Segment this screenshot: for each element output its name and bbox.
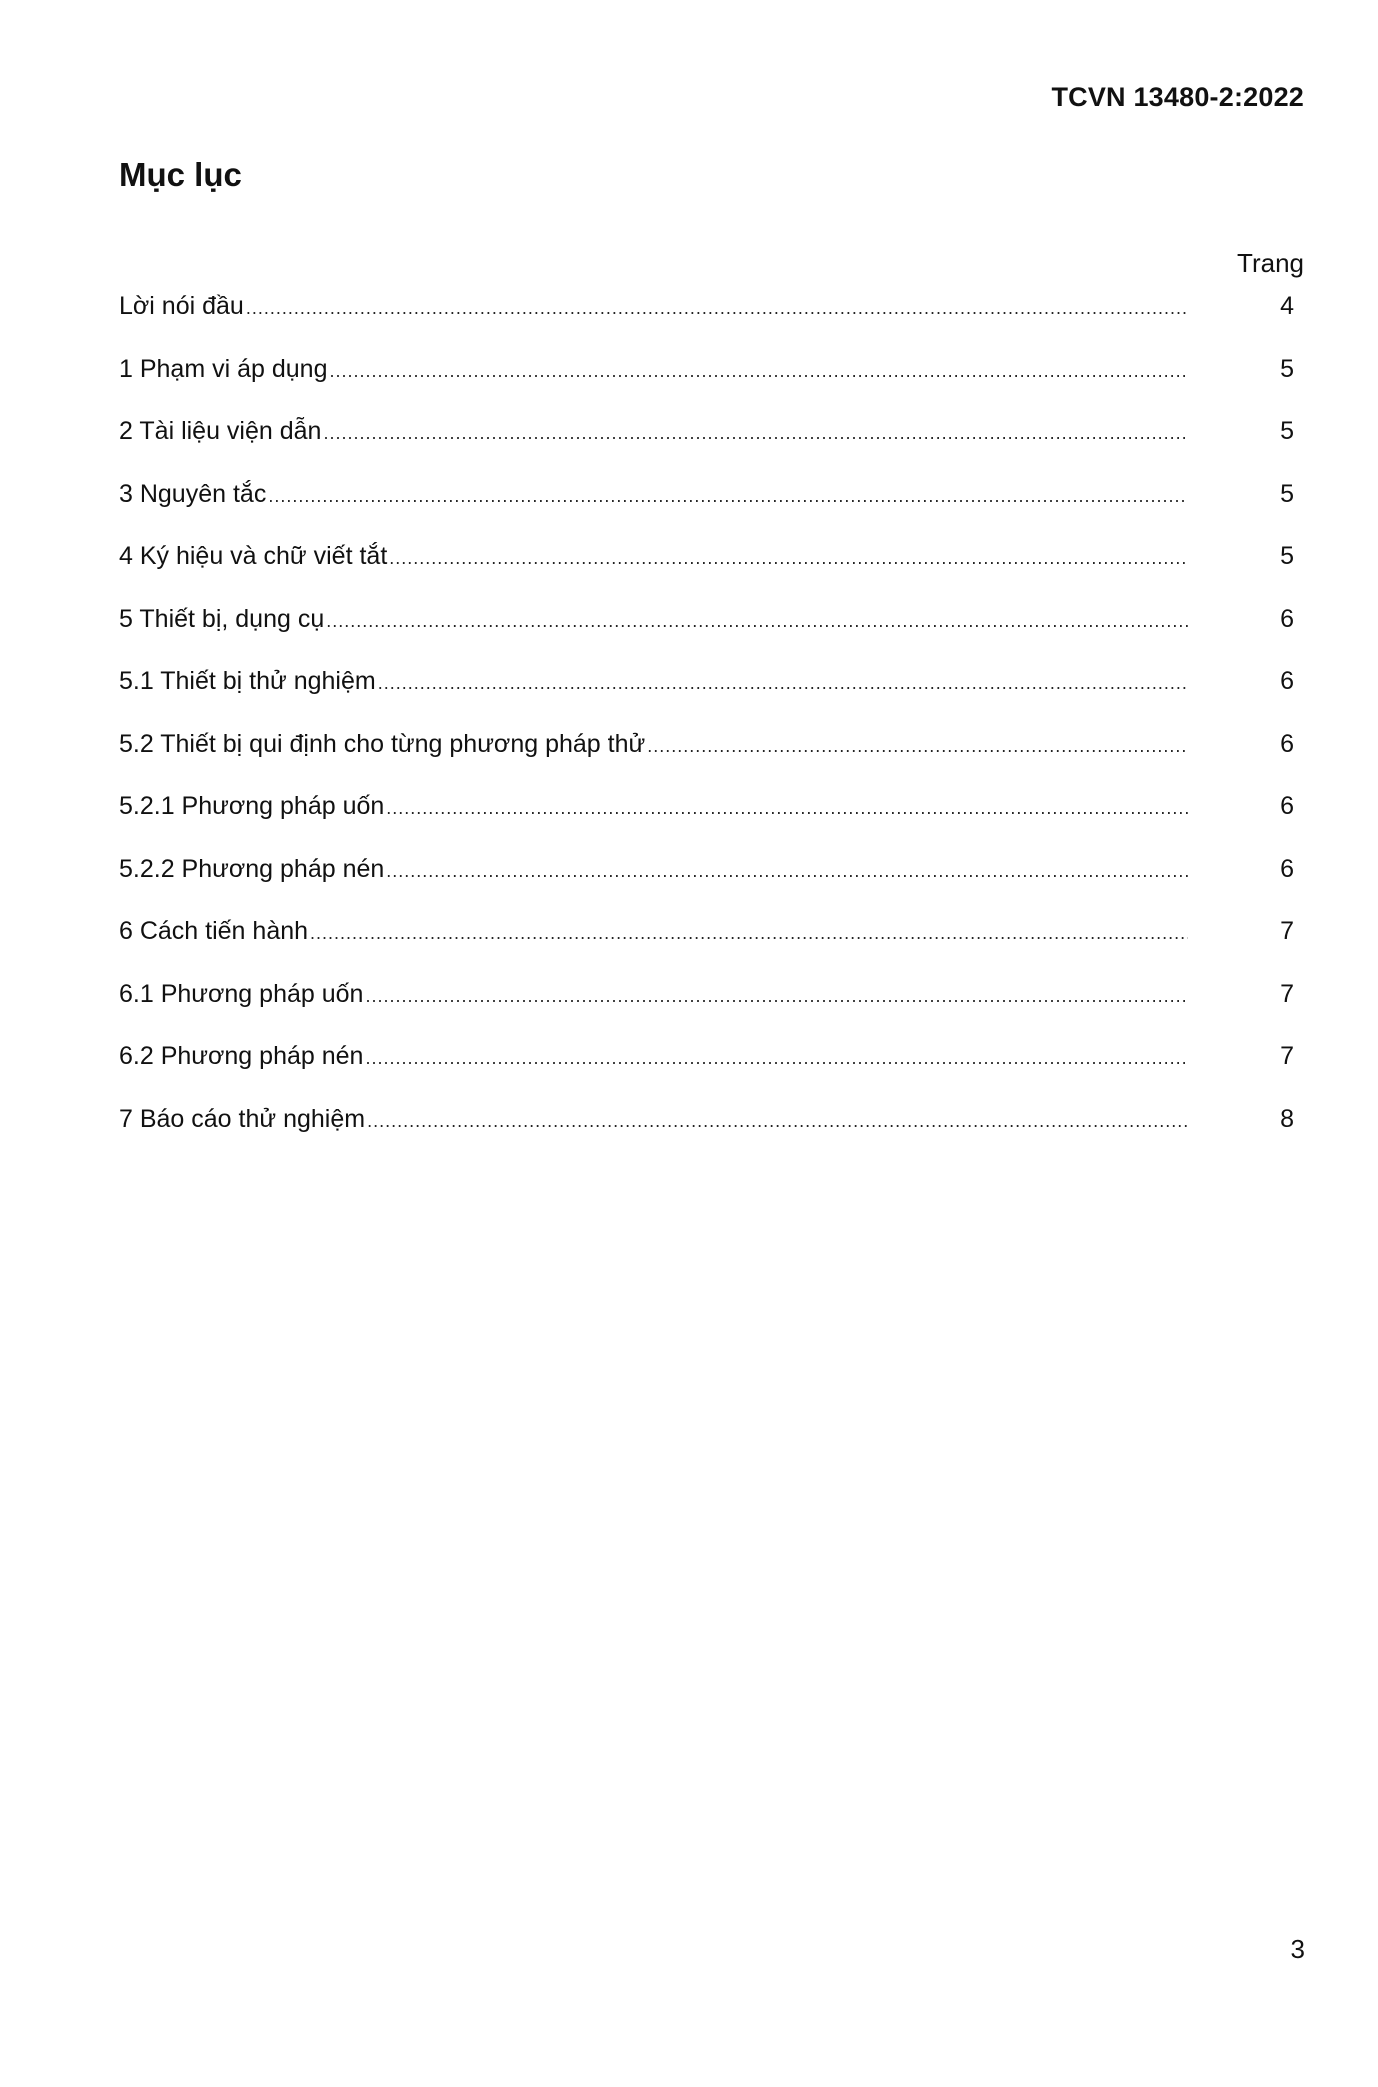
- toc-entry-page: 5: [1280, 542, 1294, 570]
- toc-entry-test-equipment[interactable]: [119, 667, 1304, 730]
- toc-entry-page: 5: [1280, 354, 1294, 383]
- dot-leader: [647, 736, 1188, 757]
- toc-entry-label: 5 Thiết bị, dụng cụ: [119, 604, 325, 633]
- dot-leader: [329, 361, 1188, 382]
- toc-entry-page: 5: [1280, 479, 1294, 508]
- dot-leader: [246, 298, 1188, 319]
- dot-leader: [268, 486, 1188, 507]
- dot-leader: [365, 1048, 1188, 1069]
- toc-entry-page: 4: [1280, 292, 1294, 320]
- standard-code: TCVN 13480-2:2022: [1051, 82, 1304, 112]
- toc-entry-page: 7: [1280, 979, 1294, 1008]
- toc-entry-page: 7: [1280, 917, 1294, 945]
- toc-entry-compression-procedure[interactable]: [119, 1042, 1304, 1105]
- toc-entry-page: 5: [1280, 417, 1294, 445]
- toc-entry-symbols[interactable]: [119, 542, 1304, 605]
- toc-entry-bending-procedure[interactable]: [119, 980, 1304, 1043]
- toc-entry-label: 5.2.1 Phương pháp uốn: [119, 792, 385, 820]
- toc-list: [119, 292, 1304, 1167]
- toc-entry-bending-method-equipment[interactable]: [119, 792, 1304, 855]
- toc-entry-label: 4 Ký hiệu và chữ viết tắt: [119, 542, 388, 570]
- dot-leader: [310, 923, 1188, 944]
- dot-leader: [367, 1111, 1188, 1132]
- dot-leader: [386, 861, 1188, 882]
- toc-entry-page: 6: [1280, 667, 1294, 695]
- toc-entry-label: 1 Phạm vi áp dụng: [119, 354, 328, 383]
- toc-entry-principle[interactable]: [119, 480, 1304, 543]
- dot-leader: [386, 798, 1188, 819]
- toc-entry-label: 5.2.2 Phương pháp nén: [119, 854, 385, 883]
- toc-entry-label: 7 Báo cáo thử nghiệm: [119, 1104, 366, 1133]
- toc-entry-test-report[interactable]: [119, 1105, 1304, 1168]
- dot-leader: [323, 423, 1188, 444]
- dot-leader: [378, 673, 1188, 694]
- toc-entry-label: 6 Cách tiến hành: [119, 917, 309, 945]
- dot-leader: [389, 548, 1188, 569]
- toc-entry-normative-references[interactable]: [119, 417, 1304, 480]
- toc-entry-label: 5.1 Thiết bị thử nghiệm: [119, 667, 376, 695]
- toc-entry-label: 2 Tài liệu viện dẫn: [119, 417, 322, 445]
- dot-leader: [365, 986, 1188, 1007]
- toc-entry-page: 7: [1280, 1042, 1294, 1070]
- toc-entry-page: 6: [1280, 792, 1294, 820]
- toc-entry-scope[interactable]: [119, 355, 1304, 418]
- toc-entry-label: 6.1 Phương pháp uốn: [119, 979, 364, 1008]
- toc-entry-label: 6.2 Phương pháp nén: [119, 1042, 364, 1070]
- toc-title: Mục lục: [119, 156, 242, 193]
- toc-entry-label: 5.2 Thiết bị qui định cho từng phương pháp thử: [119, 729, 646, 758]
- toc-entry-method-equipment[interactable]: [119, 730, 1304, 793]
- toc-entry-label: Lời nói đầu: [119, 292, 244, 320]
- toc-entry-page: 6: [1280, 604, 1294, 633]
- page-number: 3: [1290, 1934, 1305, 1964]
- toc-entry-apparatus[interactable]: [119, 605, 1304, 668]
- toc-entry-compression-method-equipment[interactable]: [119, 855, 1304, 918]
- toc-entry-page: 6: [1280, 854, 1294, 883]
- toc-entry-page: 6: [1280, 729, 1294, 758]
- toc-entry-page: 8: [1280, 1104, 1294, 1133]
- dot-leader: [326, 611, 1188, 632]
- page-column-header: Trang: [1237, 248, 1304, 278]
- toc-entry-label: 3 Nguyên tắc: [119, 479, 267, 508]
- toc-entry-procedure[interactable]: [119, 917, 1304, 980]
- toc-entry-foreword[interactable]: [119, 292, 1304, 355]
